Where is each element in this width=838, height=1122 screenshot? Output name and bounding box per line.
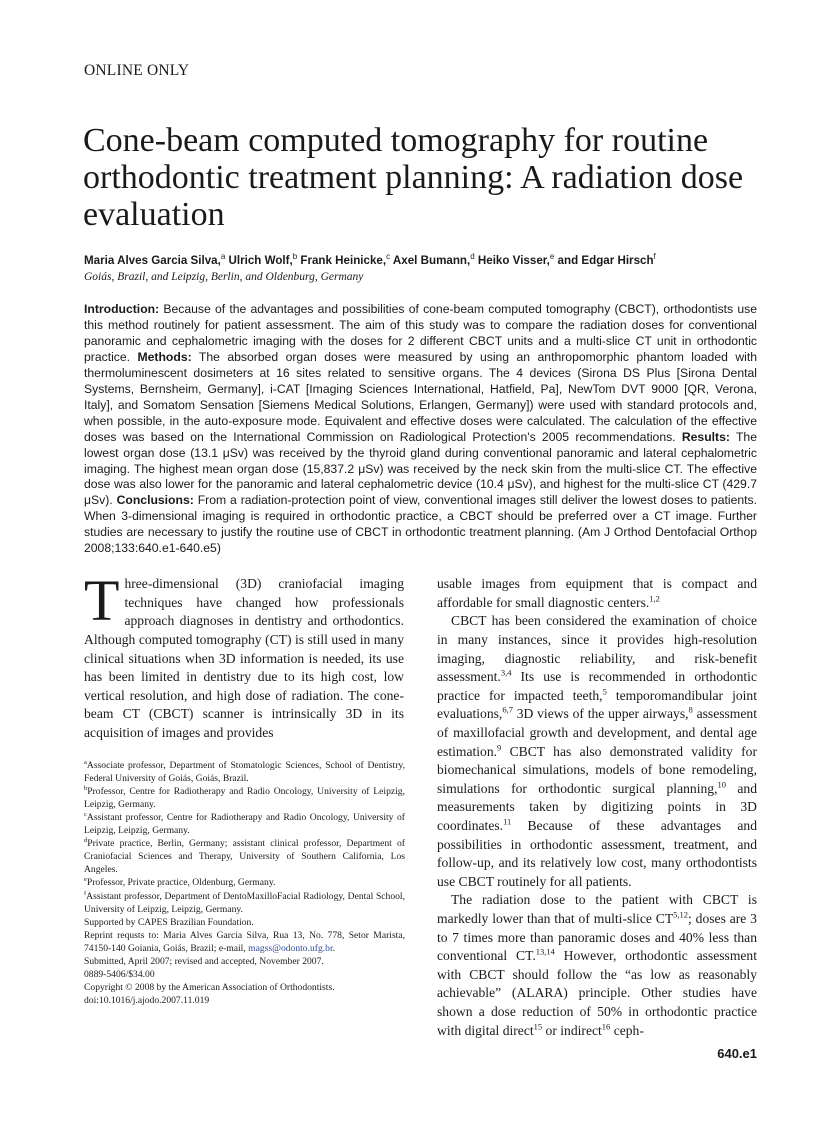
abstract-results-label: Results: [681, 429, 730, 444]
text-run: CBCT has also demonstrated validity for biomechanical simulations, models of bone remodeling, simulations for orthodontic surgical planning, [437, 743, 757, 796]
footnote [84, 929, 405, 955]
superscript-ref: b [84, 784, 88, 792]
abstract-intro: Because of the advantages and possibilities of cone-beam computed tomography (CBCT), orthodontists use this method routinely for patient assessment. The aim of this study was to compare the radiation doses for conventional panoramic and cephalometric imaging with the doses for 2 different CBCT units and a multi-slice CT unit in orthodontic practice. [84, 302, 757, 364]
text-run: ; doses are 3 to 7 times more than panoramic doses and 40% less than conventional CT. [437, 910, 757, 964]
superscript-ref: 5,12 [673, 909, 688, 920]
footnote [84, 811, 405, 837]
body-column-right [437, 575, 757, 1062]
text-run: Its use is recommended in orthodontic practice for impacted teeth, [437, 669, 757, 703]
footnote [84, 981, 405, 994]
footnotes [84, 759, 405, 1008]
abstract-methods: The absorbed organ doses were measured by using an anthropomorphic phantom loaded with thermoluminescent dosimeters at 16 sites related to sensitive organs. The 4 devices (Sirona DS Plus [Sirona Dental Systems, Bernsheim, Germany], i-CAT [Imaging Sciences International, Hatfield, Pa], NewTom DVT 9000 [QR, Verona, Italy], and Somatom Sensation [Siemens Medical Solutions, Erlangen, Germany]) were used with standard protocols and, when possible, in the auto-exposure mode. Equivalent and effective doses were calculated. The calculation of the effective doses was based on the International Commission on Radiological Protection's 2005 recommendations. [84, 349, 757, 444]
superscript-ref: c [84, 810, 87, 818]
footnote [84, 955, 405, 968]
affiliation-line: Goiás, Brazil, and Leipzig, Berlin, and Oldenburg, Germany [84, 271, 364, 283]
superscript-ref: 13,14 [535, 946, 555, 957]
superscript-ref: a [84, 758, 87, 766]
text-run: Professor, Private practice, Oldenburg, Germany. [86, 877, 276, 889]
footnote [84, 876, 405, 889]
text-run: or indirect [542, 1022, 602, 1038]
text-run: Supported by CAPES Brazilian Foundation. [84, 916, 254, 928]
superscript-ref: 3,4 [500, 667, 512, 678]
text-run: usable images from equipment that is compact and affordable for small diagnostic centers. [437, 576, 757, 610]
footnote [84, 890, 405, 916]
text-run: Assistant professor, Centre for Radiotherapy and Radio Oncology, University of Leipzig, Leipzig, Germany. [84, 811, 405, 837]
superscript-ref: 6,7 [502, 704, 513, 715]
intro-text: hree-dimensional (3D) craniofacial imaging techniques have changed how professionals approach diagnoses in dentistry and orthodontics. Although computed tomography (CT) is still used in many clinical situations when 3D information is needed, its use has been limited in dentistry due to its high cost, low vertical resolution, and high dose of radiation. The cone-beam CT (CBCT) scanner is intrinsically 3D in its acquisition of images and provides [84, 576, 404, 740]
text-run: The radiation dose to the patient with CBCT is markedly lower than that of multi-slice CT [437, 892, 757, 926]
body-paragraph [437, 575, 757, 612]
abstract-results: The lowest organ dose (13.1 μSv) was received by the thyroid gland during conventional panoramic and lateral cephalometric imaging. The highest mean organ dose (15,837.2 μSv) was received by the neck skin from the multi-slice CT. The effective dose was also lower for the panoramic and lateral cephalometric device (10.4 μSv), and highest for the multi-slice CT (429.7 μSv). [84, 429, 757, 508]
text-run: doi:10.1016/j.ajodo.2007.11.019 [84, 995, 210, 1007]
text-run: CBCT has been considered the examination of choice in many instances, since it provides high-resolution imaging, diagnostic reliability, and risk-benefit assessment. [437, 613, 757, 685]
author-affiliation-mark: b [292, 252, 298, 262]
footnote [84, 785, 405, 811]
author-affiliation-mark: f [653, 252, 656, 262]
text-run: and measurements taken by digitizing points in 3D coordinates. [437, 780, 757, 833]
text-run: 3D views of the upper airways, [512, 706, 689, 722]
superscript-ref: 16 [601, 1020, 611, 1031]
abstract-conclusions-label: Conclusions: [116, 493, 194, 508]
text-run: ceph- [610, 1022, 644, 1038]
body-paragraph [437, 891, 757, 1040]
abstract [84, 302, 757, 557]
superscript-ref: 1,2 [649, 593, 660, 604]
author-name: and Edgar Hirsch [554, 254, 654, 267]
author-name: Ulrich Wolf, [225, 254, 293, 267]
author-name: Axel Bumann, [390, 254, 471, 267]
footnote [84, 916, 405, 929]
section-header: ONLINE ONLY [84, 62, 190, 79]
superscript-ref: 10 [717, 779, 726, 790]
superscript-ref: 9 [497, 742, 502, 753]
text-run: Because of these advantages and possibilities in orthodontic assessment, treatment, and follow-up, and its relatively low cost, many orthodontists use CBCT routinely for all patients. [437, 817, 757, 889]
abstract-methods-label: Methods: [137, 349, 192, 364]
superscript-ref: 5 [602, 686, 607, 697]
text-run: Professor, Centre for Radiotherapy and Radio Oncology, University of Leipzig, Leipzig, Germany. [84, 785, 405, 810]
author-name: Frank Heinicke, [297, 254, 387, 267]
body-paragraph [437, 612, 757, 891]
abstract-citation: (Am J Orthod Dentofacial Orthop 2008;133:640.e1-640.e5) [84, 525, 757, 556]
superscript-ref: d [84, 836, 88, 844]
author-affiliation-mark: e [549, 252, 555, 262]
author-name: Heiko Visser, [474, 254, 550, 267]
text-run: 0889-5406/$34.00 [84, 969, 155, 981]
text-run: . [332, 942, 336, 954]
article-title: Cone-beam computed tomography for routine orthodontic treatment planning: A radiation dose evaluation [83, 122, 744, 233]
text-run: Associate professor, Department of Stomatologic Sciences, School of Dentistry, Federal University of Goiás, Goiás, Brazil. [84, 759, 405, 784]
intro-paragraph [84, 568, 404, 742]
text-run: assessment of maxillofacial growth and development, and dental age estimation. [437, 706, 757, 759]
text-run: Assistant professor, Department of DentoMaxilloFacial Radiology, Dental School, University of Leipzig, Leipzig, Germany. [84, 890, 405, 915]
author-affiliation-mark: d [470, 252, 475, 262]
author-affiliation-mark: c [386, 252, 391, 262]
text-run: Reprint requsts to: Maria Alves Garcia Silva, Rua 13, No. 778, Setor Marista, 74150-140 Goiania, Goiás, Brazil; e-mail, [84, 929, 405, 954]
author-affiliation-mark: a [220, 252, 226, 262]
drop-cap: T [84, 568, 120, 634]
footnote [84, 968, 405, 981]
text-run: However, orthodontic assessment with CBCT should follow the “as low as reasonably achievable” (ALARA) principle. Other studies have shown a dose reduction of 50% in orthodontic practice with digital direct [437, 948, 758, 1038]
text-run: temporomandibular joint evaluations, [437, 687, 757, 722]
intro-block [84, 568, 404, 742]
text-run: Copyright © 2008 by the American Association of Orthodontists. [84, 982, 335, 994]
superscript-ref: f [84, 889, 87, 897]
abstract-intro-label: Introduction: [84, 302, 160, 316]
author-list [84, 253, 757, 269]
body-columns [84, 568, 758, 1062]
text-run: Private practice, Berlin, Germany; assistant clinical professor, Department of Craniofacial Sciences and Therapy, University of Southern California, Los Angeles. [84, 838, 405, 876]
abstract-conclusions: From a radiation-protection point of view, conventional images still deliver the lowest doses to patients. When 3-dimensional imaging is required in orthodontic practice, a CBCT should be preferred over a CT image. Further studies are necessary to justify the routine use of CBCT in orthodontic treatment planning. [84, 493, 757, 540]
body-column-left [84, 568, 405, 1007]
superscript-ref: 8 [688, 704, 693, 715]
text-run: Submitted, April 2007; revised and accepted, November 2007. [84, 956, 324, 967]
right-column-text [437, 575, 757, 1040]
author-name: Maria Alves Garcia Silva, [84, 254, 221, 267]
footnote [84, 759, 405, 785]
superscript-ref: 15 [533, 1020, 543, 1031]
footnote [84, 837, 405, 876]
footnote [84, 994, 405, 1007]
email-link[interactable]: magss@odonto.ufg.br [248, 942, 333, 954]
page-number: 640.e1 [717, 1046, 757, 1062]
superscript-ref: e [84, 876, 87, 884]
page-content [84, 62, 757, 1062]
superscript-ref: 11 [503, 816, 512, 827]
